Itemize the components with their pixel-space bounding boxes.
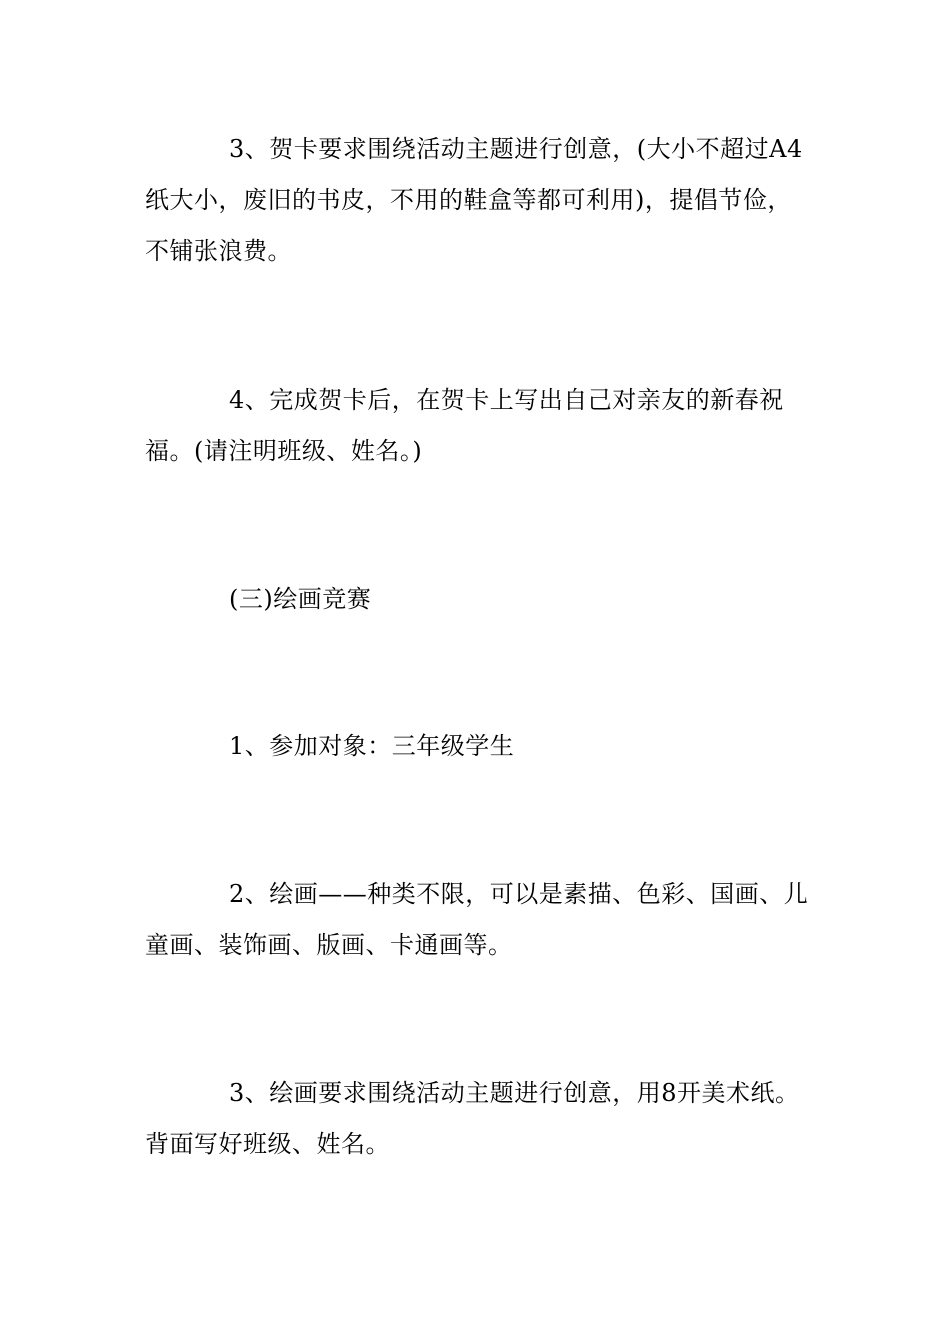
paragraph-drawing-rule-1: 1、参加对象：三年级学生 xyxy=(229,732,515,760)
paragraph-greeting-card-rule-3: 3、贺卡要求围绕活动主题进行创意，(大小不超过A4纸大小，废旧的书皮，不用的鞋盒等都可利用)，提倡节俭，不铺张浪费。 xyxy=(145,135,803,265)
paragraph-drawing-rule-2: 2、绘画——种类不限，可以是素描、色彩、国画、儿童画、装饰画、版画、卡通画等。 xyxy=(145,880,809,959)
paragraph-greeting-card-rule-4: 4、完成贺卡后，在贺卡上写出自己对亲友的新春祝福。(请注明班级、姓名。) xyxy=(145,386,784,465)
paragraph-drawing-rule-3: 3、绘画要求围绕活动主题进行创意，用8开美术纸。背面写好班级、姓名。 xyxy=(145,1079,800,1158)
section-heading-drawing-contest: (三)绘画竞赛 xyxy=(229,585,372,613)
